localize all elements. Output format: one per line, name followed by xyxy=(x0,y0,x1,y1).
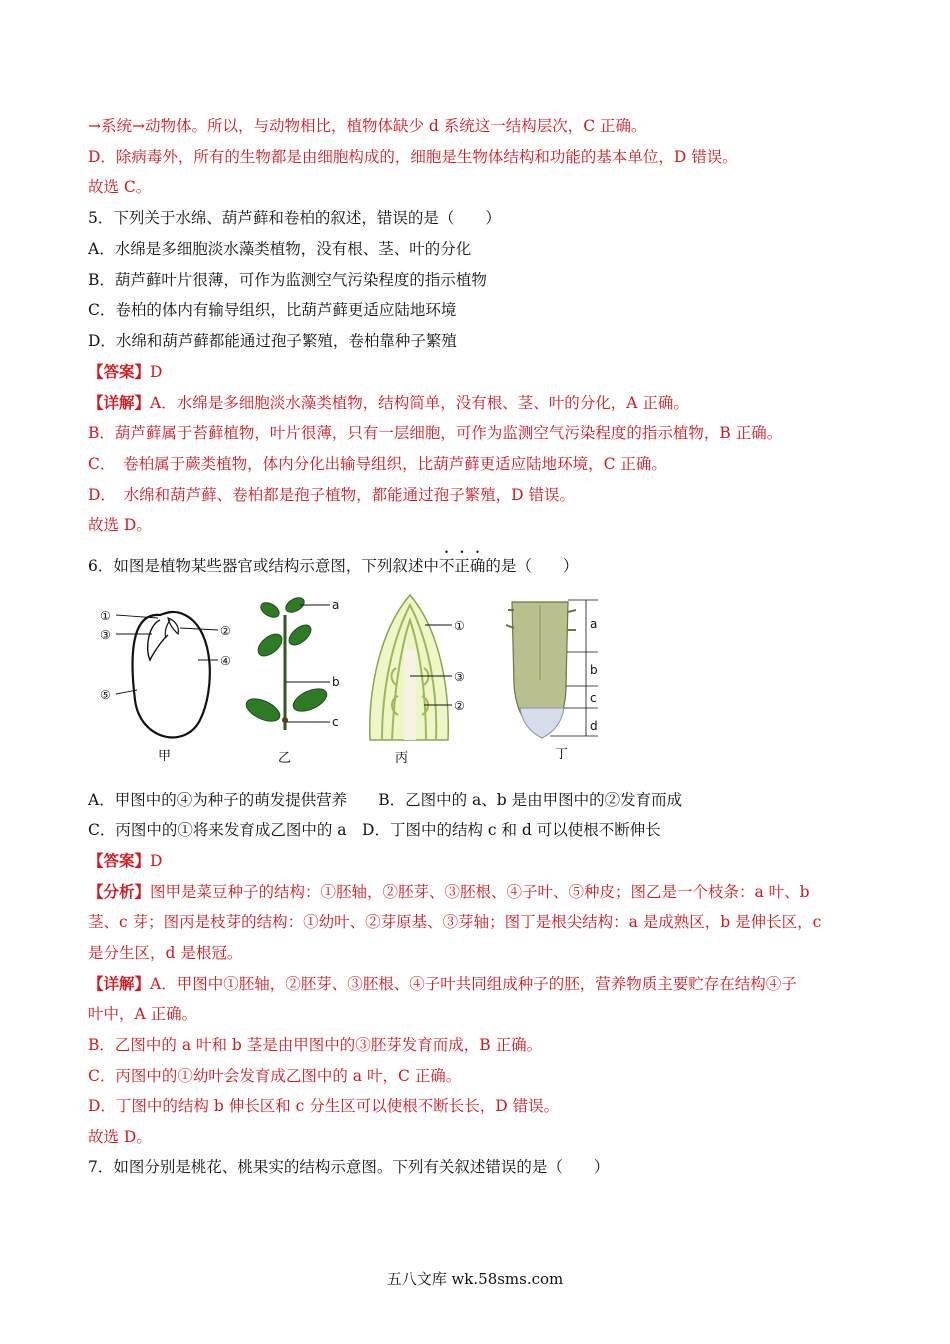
q6-stem-post: 的是（ ） xyxy=(485,557,579,575)
q5-answer xyxy=(88,362,878,382)
q5-option-d: D．水绵和葫芦藓都能通过孢子繁殖，卷柏靠种子繁殖 xyxy=(88,332,457,350)
figure-yi-twig xyxy=(243,595,340,766)
q5-option-b: B．葫芦藓叶片很薄，可作为监测空气污染程度的指示植物 xyxy=(88,271,487,289)
bing-label-2: ② xyxy=(454,699,465,713)
q6-answer xyxy=(88,851,878,871)
q5-option-a: A．水绵是多细胞淡水藻类植物，没有根、茎、叶的分化 xyxy=(88,240,472,258)
ding-caption: 丁 xyxy=(555,747,569,762)
yi-caption: 乙 xyxy=(278,751,292,766)
jia-label-2: ② xyxy=(220,624,231,638)
q5-detail-a-text: A．水绵是多细胞淡水藻类植物，结构简单，没有根、茎、叶的分化，A 正确。 xyxy=(150,394,689,412)
q5-detail-tag: 【详解】 xyxy=(88,393,151,412)
q6-detail-2: 叶中，A 正确。 xyxy=(88,1005,198,1023)
jia-label-4: ④ xyxy=(220,654,231,668)
q6-detail-4: C．丙图中的①幼叶会发育成乙图中的 a 叶，C 正确。 xyxy=(88,1067,462,1085)
page-footer: 五八文库 wk.58sms.com xyxy=(386,1270,564,1288)
yi-label-c: c xyxy=(332,715,339,729)
q6-analysis-1 xyxy=(88,882,878,902)
q6-detail-5: D．丁图中的结构 b 伸长区和 c 分生区可以使根不断长长，D 错误。 xyxy=(88,1097,560,1115)
ding-label-c: c xyxy=(590,691,597,705)
q6-detail-tag: 【详解】 xyxy=(88,974,151,993)
figure-bing-bud xyxy=(370,595,465,766)
q5-answer-value: D xyxy=(150,363,163,381)
q6-conclusion: 故选 D。 xyxy=(88,1128,152,1146)
q5-stem: 5．下列关于水绵、葫芦藓和卷柏的叙述，错误的是（ ） xyxy=(88,209,501,227)
q6-detail-1 xyxy=(88,974,878,994)
q6-analysis-3: 是分生区，d 是根冠。 xyxy=(88,944,243,962)
yi-label-a: a xyxy=(332,598,340,612)
q5-detail-b: B．葫芦藓属于苔藓植物，叶片很薄，只有一层细胞，可作为监测空气污染程度的指示植物，B 正确。 xyxy=(88,424,783,442)
jia-label-5: ⑤ xyxy=(100,688,111,702)
q6-detail-1-text: A．甲图中①胚轴，②胚芽、③胚根、④子叶共同组成种子的胚，营养物质主要贮存在结构④子 xyxy=(150,975,797,993)
q6-analysis-1-text: 图甲是菜豆种子的结构：①胚轴，②胚芽、③胚根、④子叶、⑤种皮；图乙是一个枝条：a 叶、b xyxy=(150,883,810,901)
q6-options-line2: C．丙图中的①将来发育成乙图中的 a D．丁图中的结构 c 和 d 可以使根不断伸长 xyxy=(88,821,661,839)
q5-detail-c: C． 卷柏属于蕨类植物，体内分化出输导组织，比葫芦藓更适应陆地环境，C 正确。 xyxy=(88,455,667,473)
ding-label-b: b xyxy=(590,663,598,677)
jia-label-1: ① xyxy=(100,609,111,623)
figure-ding-root xyxy=(506,600,598,762)
q5-detail-d: D． 水绵和葫芦藓、卷柏都是孢子植物，都能通过孢子繁殖，D 错误。 xyxy=(88,486,576,504)
q6-analysis-2: 茎、c 芽；图丙是枝芽的结构：①幼叶、②芽原基、③芽轴；图丁是根尖结构：a 是成熟区，b 是伸长区，c xyxy=(88,913,822,931)
ding-label-a: a xyxy=(590,617,598,631)
q6-analysis-tag: 【分析】 xyxy=(88,882,151,901)
ding-label-d: d xyxy=(590,719,598,733)
bing-caption: 丙 xyxy=(395,751,409,766)
q5-option-c: C．卷柏的体内有输导组织，比葫芦藓更适应陆地环境 xyxy=(88,301,457,319)
prev-detail-line2: D．除病毒外，所有的生物都是由细胞构成的，细胞是生物体结构和功能的基本单位，D 错误。 xyxy=(88,148,738,166)
jia-label-3: ③ xyxy=(100,628,111,642)
jia-caption: 甲 xyxy=(158,749,172,764)
figure-jia-seed xyxy=(100,609,231,764)
yi-label-b: b xyxy=(332,675,340,689)
q6-figure xyxy=(90,590,650,770)
q6-options-line1: A．甲图中的④为种子的萌发提供营养 B．乙图中的 a、b 是由甲图中的②发育而成 xyxy=(88,791,683,809)
q7-stem: 7．如图分别是桃花、桃果实的结构示意图。下列有关叙述错误的是（ ） xyxy=(88,1158,610,1176)
q6-answer-value: D xyxy=(150,852,163,870)
q6-stem xyxy=(88,548,878,576)
q5-detail-a xyxy=(88,393,878,413)
bing-label-1: ① xyxy=(454,619,465,633)
prev-conclusion: 故选 C。 xyxy=(88,178,152,196)
q6-answer-tag: 【答案】 xyxy=(88,851,151,870)
q6-detail-3: B．乙图中的 a 叶和 b 茎是由甲图中的③胚芽发育而成，B 正确。 xyxy=(88,1036,543,1054)
q5-answer-tag: 【答案】 xyxy=(88,362,151,381)
q6-stem-emph: 不正确 xyxy=(438,557,486,575)
q6-stem-pre: 6．如图是植物某些器官或结构示意图，下列叙述中 xyxy=(88,557,439,575)
q5-conclusion: 故选 D。 xyxy=(88,516,152,534)
bing-label-3: ③ xyxy=(454,670,465,684)
prev-detail-line1: →系统→动物体。所以，与动物相比，植物体缺少 d 系统这一结构层次，C 正确。 xyxy=(88,117,647,135)
